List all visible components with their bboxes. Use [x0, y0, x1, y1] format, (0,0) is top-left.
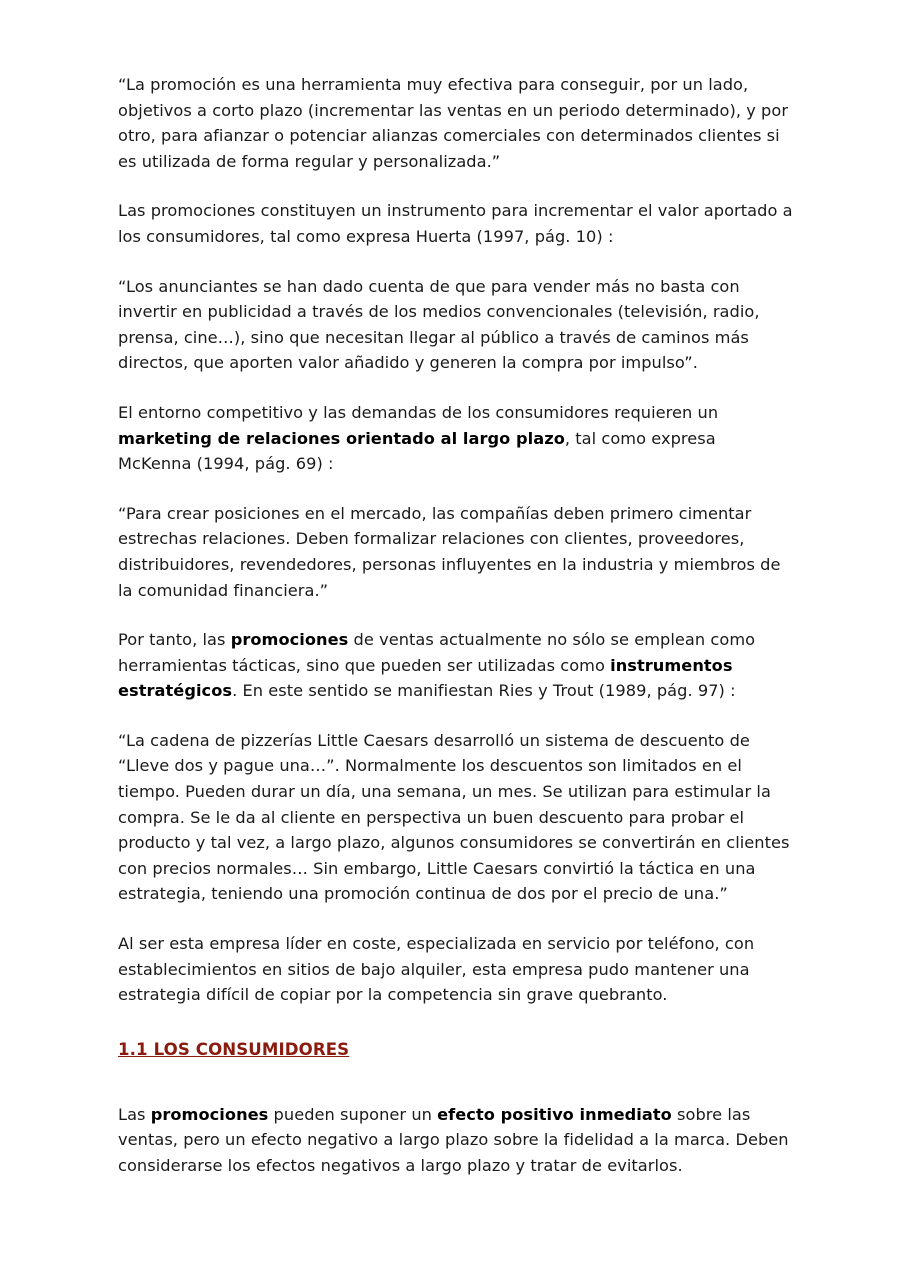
- paragraph-por-tanto: Por tanto, las promociones de ventas actualmente no sólo se emplean como herramientas tácticas, sino que pueden ser utilizadas como instrumentos estratégicos. En este sentido se manifiestan Ries y Trout (1989, pág. 97) :: [118, 630, 756, 701]
- paragraph-anunciantes: “Los anunciantes se han dado cuenta de que para vender más no basta con invertir en publicidad a través de los medios convencionales (televisión, radio, prensa, cine…), sino que necesitan llegar al público a través de caminos más directos, que aporten valor añadido y generen la compra por impulso”.: [118, 276, 760, 373]
- paragraph-promocion-herramienta: “La promoción es una herramienta muy efectiva para conseguir, por un lado, objetivos a corto plazo (incrementar las ventas en un periodo determinado), y por otro, para afianzar o potenciar alianzas comerciales con determinados clientes si es utilizada de forma regular y personalizada.”: [118, 75, 789, 171]
- paragraph-entorno-competitivo: El entorno competitivo y las demandas de los consumidores requieren un marketing de relaciones orientado al largo plazo, tal como expresa McKenna (1994, pág. 69) :: [118, 402, 719, 474]
- section-heading-los-consumidores: 1.1 LOS CONSUMIDORES: [118, 1039, 350, 1059]
- paragraph-little-caesars: “La cadena de pizzerías Little Caesars desarrolló un sistema de descuento de “Lleve dos y pague una…”. Normalmente los descuentos son limitados en el tiempo. Pueden durar un día, una semana, un mes. Se utilizan para estimular la compra. Se le da al cliente en perspectiva un buen descuento para probar el producto y tal vez, a largo plazo, algunos consumidores se convertirán en clientes con precios normales… Sin embargo, Little Caesars convirtió la táctica en una estrategia, teniendo una promoción continua de dos por el precio de una.”: [118, 730, 790, 904]
- paragraph-efecto-positivo: Las promociones pueden suponer un efecto positivo inmediato sobre las ventas, pero un efecto negativo a largo plazo sobre la fidelidad a la marca. Deben considerarse los efectos negativos a largo plazo y tratar de evitarlos.: [118, 1104, 789, 1175]
- paragraph-promociones-instrumento: Las promociones constituyen un instrumento para incrementar el valor aportado a los consumidores, tal como expresa Huerta (1997, pág. 10) :: [118, 201, 793, 246]
- paragraph-empresa-lider: Al ser esta empresa líder en coste, especializada en servicio por teléfono, con establecimientos en sitios de bajo alquiler, esta empresa pudo mantener una estrategia difícil de copiar por la competencia sin grave quebranto.: [118, 934, 755, 1005]
- paragraph-crear-posiciones: “Para crear posiciones en el mercado, las compañías deben primero cimentar estrechas relaciones. Deben formalizar relaciones con clientes, proveedores, distribuidores, revendedores, personas influyentes en la industria y miembros de la comunidad financiera.”: [118, 503, 781, 600]
